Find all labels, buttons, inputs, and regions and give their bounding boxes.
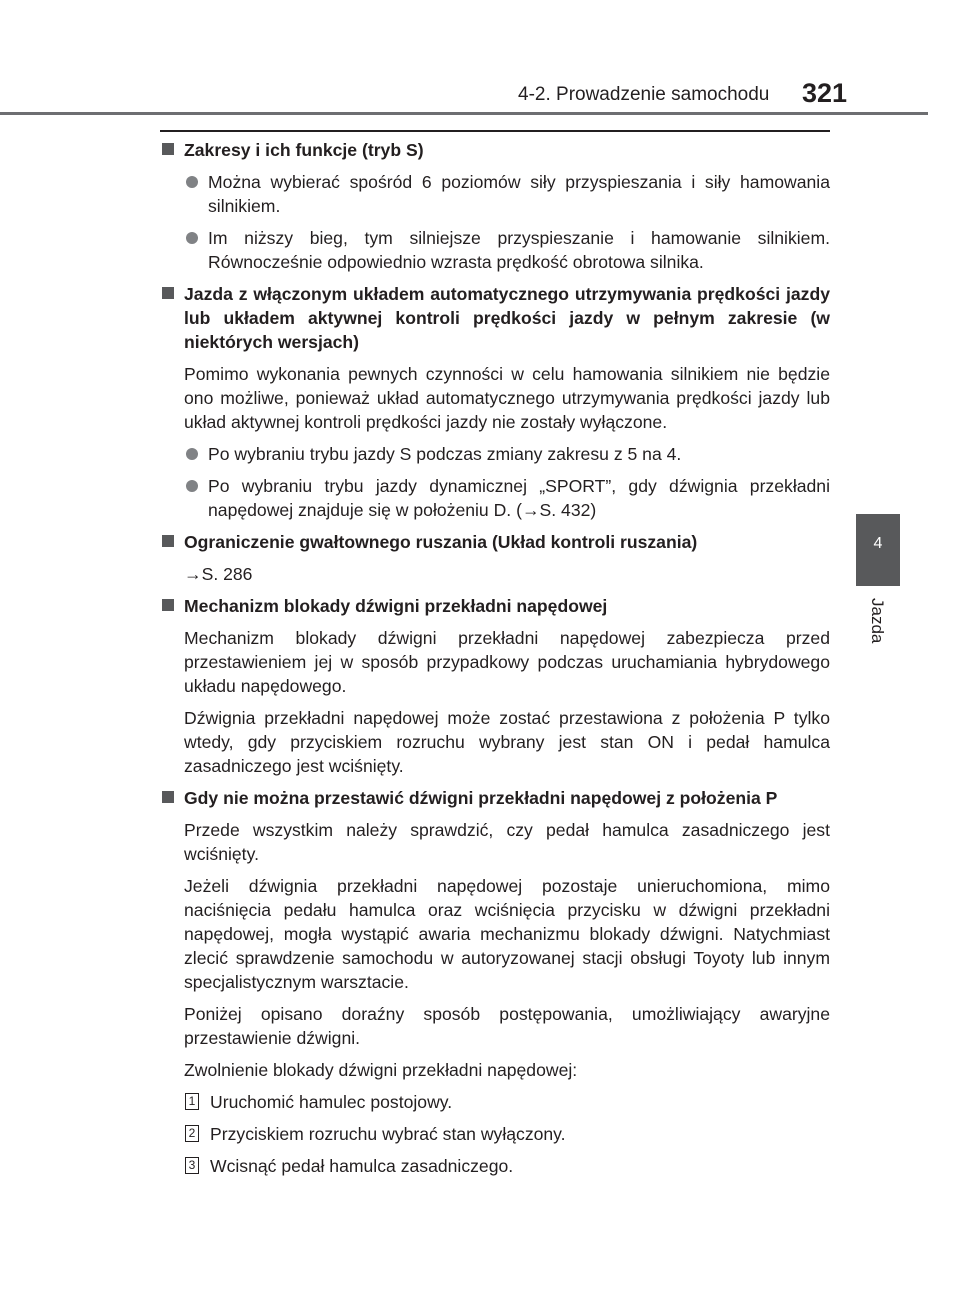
bullet-item: Po wybraniu trybu jazdy dynamicznej „SPORT”, gdy dźwignia przekładni napędowej znajduje się w położeniu D. (→S. 432) bbox=[160, 474, 830, 522]
square-bullet-icon bbox=[162, 791, 174, 803]
section-heading: Jazda z włączonym układem automatycznego utrzymywania prędkości jazdy lub układem aktywnej kontroli prędkości jazdy w pełnym zakresie (w niektórych wersjach) bbox=[160, 282, 830, 354]
step-number: 3 bbox=[185, 1157, 199, 1174]
square-bullet-icon bbox=[162, 535, 174, 547]
paragraph: Przede wszystkim należy sprawdzić, czy pedał hamulca zasadniczego jest wciśnięty. bbox=[184, 820, 830, 864]
section-heading: Gdy nie można przestawić dźwigni przekładni napędowej z położenia P bbox=[160, 786, 830, 810]
page-number: 321 bbox=[802, 78, 848, 108]
paragraph: Poniżej opisano doraźny sposób postępowania, umożliwiający awaryjne przestawienie dźwigni. bbox=[184, 1004, 830, 1048]
paragraph: Mechanizm blokady dźwigni przekładni napędowej zabezpiecza przed przestawieniem jej w sposób przypadkowy podczas uruchamiania hybrydowego układu napędowego. bbox=[184, 628, 830, 696]
step-item: 2 Przyciskiem rozruchu wybrać stan wyłączony. bbox=[160, 1122, 830, 1146]
section-heading: Zakresy i ich funkcje (tryb S) bbox=[160, 138, 830, 162]
step-number: 1 bbox=[185, 1093, 199, 1110]
paragraph: Dźwignia przekładni napędowej może zostać przestawiona z położenia P tylko wtedy, gdy przyciskiem rozruchu wybrany jest stan ON i pedał hamulca zasadniczego jest wciśnięty. bbox=[184, 708, 830, 776]
bullet-item: Im niższy bieg, tym silniejsze przyspieszanie i hamowanie silnikiem. Równocześnie odpowiednio wzrasta prędkość obrotowa silnika. bbox=[160, 226, 830, 274]
section-heading: Ograniczenie gwałtownego ruszania (Układ kontroli ruszania) bbox=[160, 530, 830, 554]
chapter-number: 4 bbox=[873, 535, 883, 552]
paragraph: Zwolnienie blokady dźwigni przekładni napędowej: bbox=[184, 1060, 578, 1080]
round-bullet-icon bbox=[186, 448, 198, 460]
chapter-label: Jazda bbox=[868, 598, 887, 644]
square-bullet-icon bbox=[162, 599, 174, 611]
section-heading: Mechanizm blokady dźwigni przekładni napędowej bbox=[160, 594, 830, 618]
step-item: 1 Uruchomić hamulec postojowy. bbox=[160, 1090, 830, 1114]
round-bullet-icon bbox=[186, 232, 198, 244]
bullet-item: Po wybraniu trybu jazdy S podczas zmiany zakresu z 5 na 4. bbox=[160, 442, 830, 466]
bullet-item: Można wybierać spośród 6 poziomów siły przyspieszania i siły hamowania silnikiem. bbox=[160, 170, 830, 218]
running-header-section: 4-2. Prowadzenie samochodu bbox=[518, 84, 770, 105]
step-number: 2 bbox=[185, 1125, 199, 1142]
chapter-tab bbox=[856, 514, 900, 586]
page-content bbox=[160, 138, 830, 1186]
step-item: 3 Wcisnąć pedał hamulca zasadniczego. bbox=[160, 1154, 830, 1178]
content-divider bbox=[160, 130, 830, 132]
square-bullet-icon bbox=[162, 287, 174, 299]
paragraph: Pomimo wykonania pewnych czynności w celu hamowania silnikiem nie będzie ono możliwe, ponieważ układ automatycznego utrzymywania prędkości jazdy lub układ aktywnej kontroli prędkości jazdy nie zostały wyłączone. bbox=[184, 364, 830, 432]
square-bullet-icon bbox=[162, 143, 174, 155]
round-bullet-icon bbox=[186, 176, 198, 188]
paragraph: Jeżeli dźwignia przekładni napędowej pozostaje unieruchomiona, mimo naciśnięcia pedału hamulca oraz wciśnięcia przycisku w dźwigni przekładni napędowej, mogła wystąpić awaria mechanizmu blokady dźwigni. Natychmiast zlecić sprawdzenie samochodu w autoryzowanej stacji obsługi Toyoty lub innym specjalistycznym warsztacie. bbox=[184, 876, 830, 992]
page-reference: →S. 286 bbox=[184, 564, 253, 584]
round-bullet-icon bbox=[186, 480, 198, 492]
header-divider bbox=[0, 112, 928, 115]
